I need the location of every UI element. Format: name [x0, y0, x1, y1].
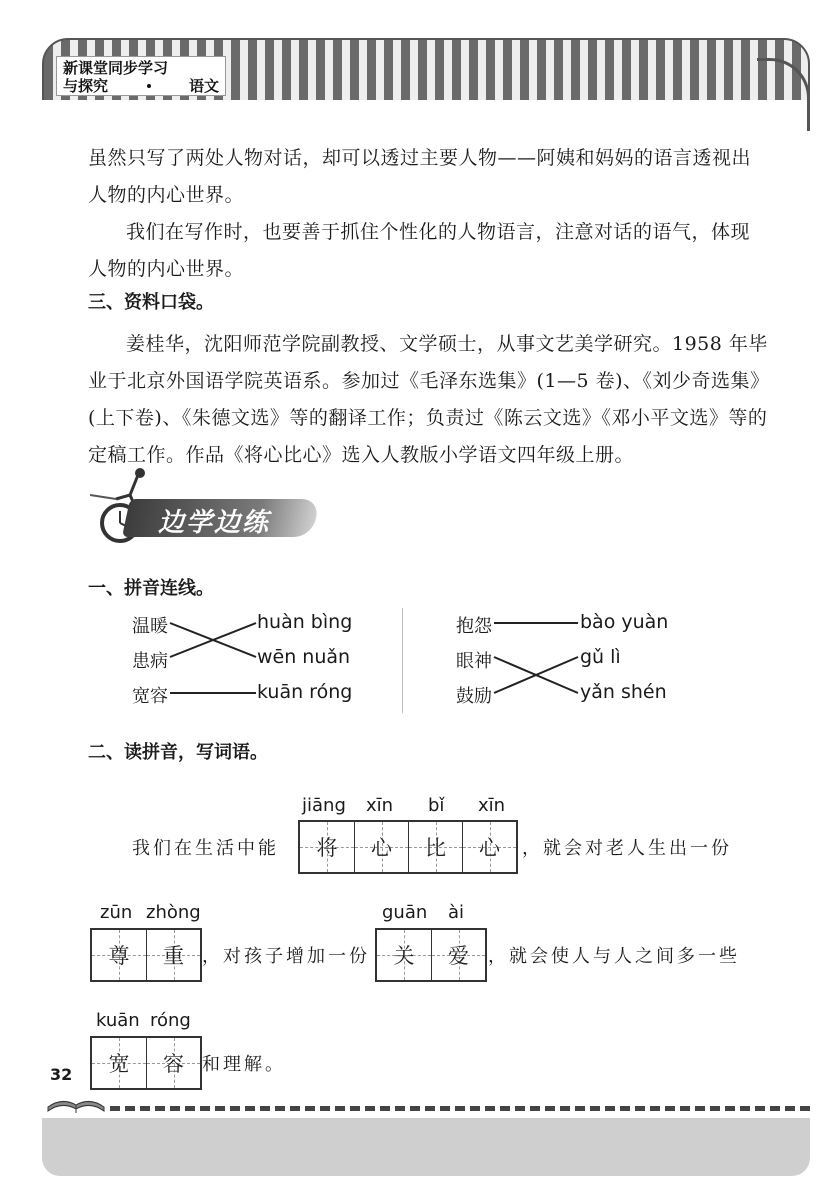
answer-box-2	[90, 928, 202, 982]
match-left-word-2: 患病	[132, 651, 168, 672]
answer-box-4-cell-2: 容	[146, 1038, 200, 1088]
box4-pinyin-2: róng	[150, 1010, 191, 1031]
answer-box-4-cell-1: 宽	[92, 1038, 146, 1088]
answer-box-3-cell-2: 爱	[431, 930, 485, 980]
badge-label: 边学边练	[158, 508, 271, 538]
answer-box-1-cell-4: 心	[462, 822, 516, 872]
match-right-word-3: 鼓励	[456, 686, 492, 707]
match-right-word-1: 抱怨	[456, 616, 492, 637]
match-left-pinyin-2: wēn nuǎn	[257, 646, 351, 668]
box1-pinyin-2: xīn	[366, 795, 394, 816]
brand-dot-icon	[147, 84, 151, 88]
footer-band	[42, 1118, 810, 1176]
section-3-title: 三、资料口袋。	[88, 292, 214, 313]
brand-line-2a: 与探究	[63, 77, 109, 95]
box2-pinyin-1: zūn	[100, 902, 133, 923]
match-right-word-2: 眼神	[456, 651, 492, 672]
paragraph-1: 虽然只写了两处人物对话，却可以透过主要人物——阿姨和妈妈的语言透视出人物的内心世界。	[88, 147, 752, 206]
box4-pinyin-1: kuān	[96, 1010, 140, 1031]
answer-box-1-cell-2: 心	[354, 822, 408, 872]
exercise-2-title: 二、读拼音，写词语。	[88, 742, 268, 763]
box1-pinyin-4: xīn	[478, 795, 506, 816]
section-badge	[90, 465, 315, 555]
answer-box-3	[375, 928, 487, 982]
box2-pinyin-2: zhòng	[146, 902, 201, 923]
page-number: 32	[50, 1065, 73, 1084]
answer-box-1-cell-1: 将	[300, 822, 354, 872]
paragraph-3: 姜桂华，沈阳师范学院副教授、文学硕士，从事文艺美学研究。1958 年毕业于北京外国语学院英语系。参加过《毛泽东选集》(1—5 卷)、《刘少奇选集》(上下卷)、《朱德文选》等的翻译工作；负责过《陈云文选》《邓小平文选》等的定稿工作。作品《将心比心》选入人教版小学语文四年级上册。	[88, 333, 768, 466]
match-lines	[0, 605, 828, 725]
answer-box-2-cell-2: 重	[146, 930, 200, 980]
brand-line-2	[63, 77, 219, 95]
book-icon	[46, 1085, 106, 1115]
match-right-pinyin-2: gǔ lì	[580, 646, 621, 668]
answer-box-3-cell-1: 关	[377, 930, 431, 980]
answer-box-1	[298, 820, 518, 874]
box3-pinyin-2: ài	[448, 902, 465, 923]
brand-line-2b: 语文	[188, 77, 219, 95]
match-left-pinyin-1: huàn bìng	[257, 611, 353, 633]
line2-suffix: ，就会使人与人之间多一些	[488, 946, 740, 967]
box1-pinyin-3: bǐ	[428, 795, 445, 816]
exercise-1-title: 一、拼音连线。	[88, 578, 214, 599]
match-left-word-1: 温暖	[132, 616, 168, 637]
brand-line-1: 新课堂同步学习	[63, 59, 169, 77]
book-brand-label	[56, 56, 226, 96]
answer-box-1-cell-3: 比	[408, 822, 462, 872]
answer-box-2-cell-1: 尊	[92, 930, 146, 980]
line2-mid: ，对孩子增加一份	[202, 946, 370, 967]
header-underlay	[42, 100, 810, 130]
line1-prefix: 我们在生活中能	[132, 838, 279, 859]
paragraph-2: 我们在写作时，也要善于抓住个性化的人物语言，注意对话的语气，体现人物的内心世界。	[88, 221, 751, 280]
footer-dashed-line	[110, 1106, 810, 1111]
answer-box-4	[90, 1036, 202, 1090]
match-right-pinyin-3: yǎn shén	[580, 681, 667, 703]
match-right-pinyin-1: bào yuàn	[580, 611, 669, 633]
box1-pinyin-1: jiāng	[302, 795, 346, 816]
match-left-pinyin-3: kuān róng	[257, 681, 353, 703]
box3-pinyin-1: guān	[382, 902, 428, 923]
match-left-word-3: 宽容	[132, 686, 168, 707]
line3-suffix: 和理解。	[202, 1054, 286, 1075]
line1-suffix: ，就会对老人生出一份	[522, 838, 732, 859]
